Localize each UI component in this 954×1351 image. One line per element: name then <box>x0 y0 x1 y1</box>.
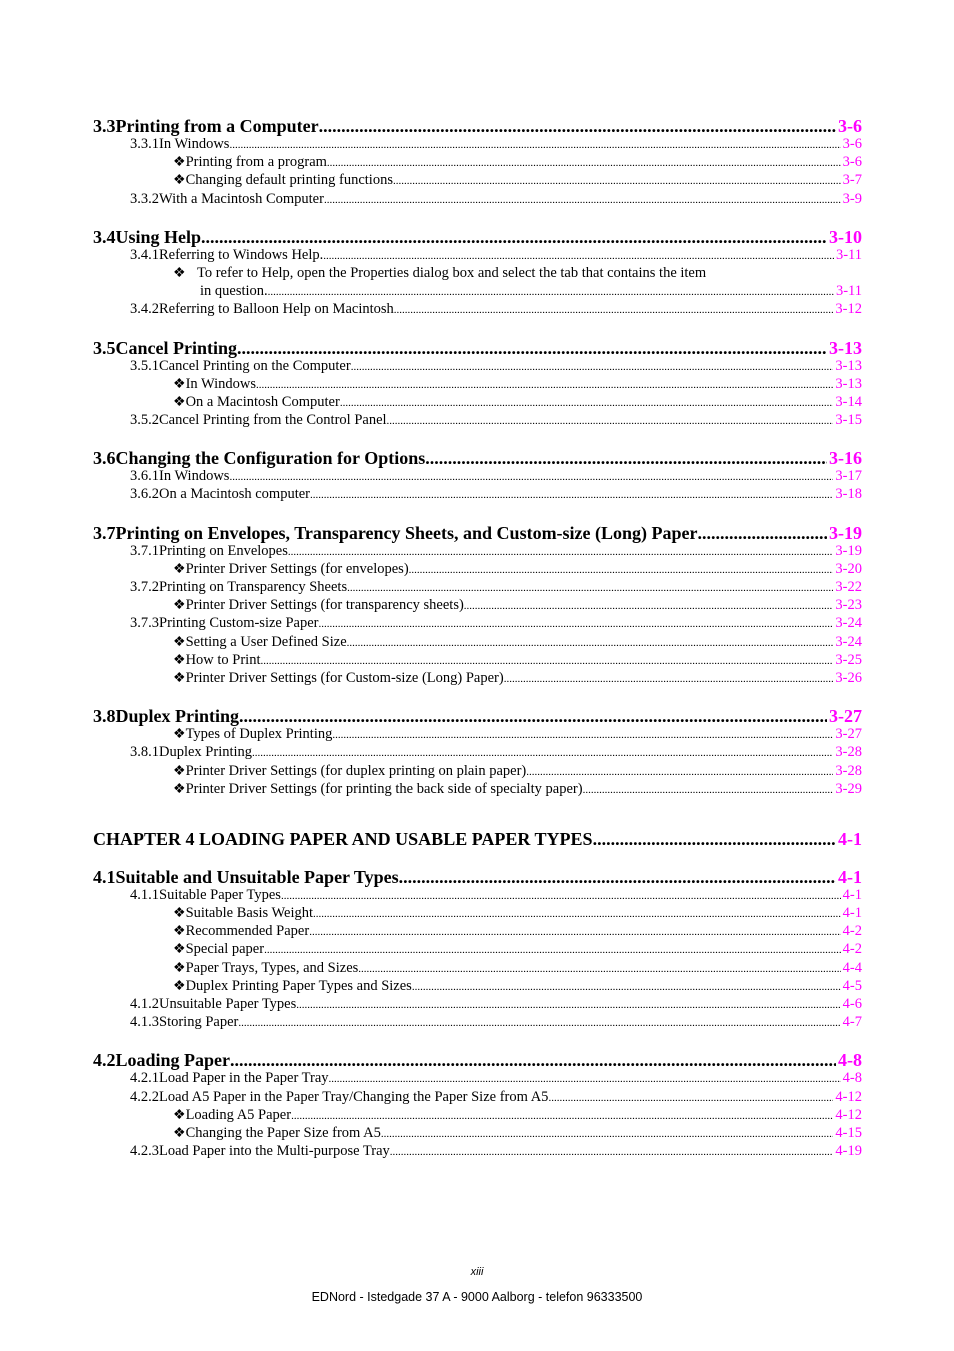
toc-label: Referring to Windows Help. <box>159 246 324 263</box>
toc-page-ref[interactable]: 4-2 <box>842 941 862 958</box>
toc-bullet-item[interactable] <box>93 283 862 301</box>
dot-leader <box>310 489 833 501</box>
toc-label: Recommended Paper <box>185 923 310 940</box>
toc-label: Using Help <box>115 226 202 247</box>
dot-leader <box>394 304 834 316</box>
diamond-bullet-icon: ❖ <box>173 394 186 410</box>
page-number: xiii <box>470 1266 484 1278</box>
toc-page-ref[interactable]: 3-12 <box>835 301 862 318</box>
toc-page-ref[interactable]: 4-12 <box>835 1088 862 1105</box>
toc-number: 4.2.2 <box>130 1088 159 1105</box>
toc-section[interactable] <box>93 448 862 468</box>
toc-label: Duplex Printing Paper Types and Sizes <box>185 977 412 994</box>
toc-bullet-item[interactable] <box>93 154 862 172</box>
toc-bullet-item[interactable] <box>93 561 862 579</box>
toc-page-ref[interactable]: 3-24 <box>835 633 862 650</box>
toc-label: Loading Paper <box>115 1050 231 1071</box>
toc-page-ref[interactable]: 4-1 <box>838 866 862 887</box>
toc-page-ref[interactable]: 3-10 <box>829 226 862 247</box>
toc-page-ref[interactable]: 3-9 <box>842 190 862 207</box>
toc-page-ref[interactable]: 3-20 <box>835 560 862 577</box>
toc-section[interactable] <box>93 338 862 358</box>
dot-leader <box>238 1017 840 1029</box>
toc-page-ref[interactable]: 4-19 <box>835 1143 862 1160</box>
toc-label: Printing Custom-size Paper <box>159 615 319 632</box>
toc-section[interactable] <box>93 227 862 247</box>
toc-page-ref[interactable]: 3-22 <box>835 579 862 595</box>
toc-bullet-item[interactable] <box>93 978 862 996</box>
toc-page-ref[interactable]: 4-6 <box>842 996 862 1012</box>
toc-page-ref[interactable]: 4-2 <box>842 923 862 940</box>
toc-label: Load Paper in the Paper Tray <box>159 1070 329 1087</box>
toc-label: In Windows <box>185 375 257 392</box>
toc-label: How to Print <box>185 651 261 668</box>
toc-bullet-item[interactable] <box>93 670 862 688</box>
dot-leader <box>239 706 827 727</box>
dot-leader <box>201 227 827 248</box>
dot-leader <box>319 116 836 137</box>
dot-leader <box>526 766 833 778</box>
toc-label: Suitable and Unsuitable Paper Types <box>115 866 399 887</box>
toc-label: Printing from a program <box>185 154 327 171</box>
toc-label: Printing on Envelopes <box>159 542 288 559</box>
toc-page-ref[interactable]: 4-1 <box>842 886 862 903</box>
diamond-bullet-icon: ❖ <box>173 906 186 922</box>
dot-leader <box>332 729 833 741</box>
toc-subsection[interactable] <box>93 1089 862 1107</box>
toc-subsection[interactable] <box>93 996 862 1014</box>
toc-subsection[interactable] <box>93 744 862 762</box>
toc-label: Cancel Printing <box>115 337 237 358</box>
diamond-bullet-icon: ❖ <box>173 652 186 668</box>
dot-leader <box>281 890 841 902</box>
dot-leader <box>324 194 841 206</box>
toc-subsection[interactable] <box>93 136 862 154</box>
toc-label: Storing Paper <box>159 1014 239 1031</box>
toc-subsection[interactable] <box>93 412 862 430</box>
dot-leader <box>313 908 841 920</box>
toc-page-ref[interactable]: 3-27 <box>835 726 862 743</box>
toc-number: 4.2 <box>93 1050 116 1071</box>
toc-label: Suitable Paper Types <box>159 886 281 903</box>
toc-bullet-item[interactable] <box>93 726 862 744</box>
toc-section[interactable] <box>93 116 862 136</box>
toc-number: 4.1.2 <box>130 996 159 1012</box>
toc-bullet-item[interactable] <box>93 960 862 978</box>
diamond-bullet-icon: ❖ <box>173 924 186 940</box>
toc-label: Setting a User Defined Size <box>185 633 347 650</box>
toc-number: 3.7 <box>93 522 116 543</box>
table-of-contents <box>93 116 862 1161</box>
toc-label: In Windows <box>159 136 230 152</box>
toc-page-ref[interactable]: 4-1 <box>842 905 862 922</box>
toc-label: Cancel Printing from the Control Panel <box>159 412 387 429</box>
toc-page-ref[interactable]: 4-12 <box>835 1106 862 1123</box>
toc-number: 3.4 <box>93 226 116 247</box>
dot-leader <box>229 471 833 483</box>
toc-label: Referring to Balloon Help on Macintosh <box>159 301 394 318</box>
dot-leader <box>358 963 840 975</box>
diamond-bullet-icon: ❖ <box>173 960 186 976</box>
dot-leader <box>425 448 827 469</box>
toc-bullet-item[interactable] <box>93 1125 862 1143</box>
toc-number: 3.5 <box>93 337 116 358</box>
toc-subsection[interactable] <box>93 247 862 265</box>
toc-label: Changing the Paper Size from A5 <box>185 1124 381 1141</box>
toc-page-ref[interactable]: 4-4 <box>842 959 862 976</box>
dot-leader <box>381 1128 834 1140</box>
toc-label: Duplex Printing <box>159 744 253 761</box>
toc-label: Special paper <box>185 941 265 958</box>
dot-leader <box>409 564 834 576</box>
dot-leader <box>252 747 833 759</box>
toc-label: CHAPTER 4 LOADING PAPER AND USABLE PAPER TYPES <box>93 828 593 849</box>
toc-page-ref[interactable]: 3-15 <box>835 412 862 429</box>
toc-number: 3.5.2 <box>130 412 159 429</box>
toc-subsection[interactable] <box>93 191 862 209</box>
dot-leader <box>548 1092 833 1104</box>
dot-leader <box>256 379 833 391</box>
dot-leader <box>351 361 834 373</box>
toc-bullet-item[interactable] <box>93 763 862 781</box>
toc-label: Load Paper into the Multi-purpose Tray <box>159 1143 390 1160</box>
toc-label: To refer to Help, open the Properties dialog box and select the tab that contains the item <box>197 264 707 281</box>
toc-bullet-item[interactable] <box>93 923 862 941</box>
toc-page-ref[interactable]: 3-11 <box>835 246 862 263</box>
dot-leader <box>583 784 834 796</box>
dot-leader <box>229 139 840 151</box>
dot-leader <box>309 926 840 938</box>
dot-leader <box>268 286 834 298</box>
toc-page-ref[interactable]: 3-25 <box>835 651 862 668</box>
toc-subsection[interactable] <box>93 543 862 561</box>
toc-label: Printer Driver Settings (for duplex printing on plain paper) <box>185 762 527 779</box>
toc-label: Printer Driver Settings (for printing the back side of specialty paper) <box>185 780 583 797</box>
toc-page-ref[interactable]: 4-15 <box>835 1124 862 1141</box>
toc-label: Printer Driver Settings (for transparency sheets) <box>185 597 464 614</box>
toc-bullet-item[interactable] <box>93 652 862 670</box>
toc-label: With a Macintosh Computer <box>159 190 324 207</box>
toc-number: 3.3.1 <box>130 136 159 152</box>
diamond-bullet-icon: ❖ <box>173 781 186 797</box>
diamond-bullet-icon: ❖ <box>173 561 186 577</box>
toc-subsection[interactable] <box>93 301 862 319</box>
toc-label: In Windows <box>159 468 230 485</box>
toc-subsection[interactable] <box>93 887 862 905</box>
dot-leader <box>504 673 834 685</box>
dot-leader <box>393 175 841 187</box>
toc-page-ref[interactable]: 3-29 <box>835 780 862 797</box>
toc-label: Printer Driver Settings (for Custom-size (Long) Paper) <box>185 669 504 686</box>
toc-page-ref[interactable]: 3-26 <box>835 669 862 686</box>
toc-number: 3.4.1 <box>130 246 159 263</box>
diamond-bullet-icon: ❖ <box>173 634 186 650</box>
diamond-bullet-icon: ❖ <box>173 670 186 686</box>
toc-subsection[interactable] <box>93 1014 862 1032</box>
toc-page-ref[interactable]: 3-6 <box>842 154 862 171</box>
toc-number: 3.3 <box>93 116 116 136</box>
toc-label: Changing default printing functions <box>185 172 393 189</box>
toc-label: Loading A5 Paper <box>185 1106 292 1123</box>
toc-page-ref[interactable]: 3-23 <box>835 597 862 614</box>
toc-number: 3.8.1 <box>130 744 159 761</box>
toc-number: 4.1.1 <box>130 886 159 903</box>
toc-bullet-item[interactable] <box>93 941 862 959</box>
toc-page-ref[interactable]: 3-7 <box>842 172 862 189</box>
toc-label: Types of Duplex Printing <box>185 726 333 743</box>
diamond-bullet-icon: ❖ <box>173 1107 186 1123</box>
toc-bullet-item[interactable] <box>93 634 862 652</box>
toc-page-ref[interactable]: 3-19 <box>829 522 862 543</box>
diamond-bullet-icon: ❖ <box>173 155 186 171</box>
toc-label: Suitable Basis Weight <box>185 905 314 922</box>
toc-page-ref[interactable]: 3-13 <box>835 357 862 374</box>
toc-page-ref[interactable]: 3-14 <box>835 393 862 410</box>
toc-page-ref[interactable]: 3-17 <box>835 468 862 485</box>
toc-page-ref[interactable]: 3-6 <box>838 116 862 136</box>
dot-leader <box>464 600 834 612</box>
toc-page-ref[interactable]: 3-13 <box>829 337 862 358</box>
toc-number: 3.7.3 <box>130 615 159 632</box>
toc-page-ref[interactable]: 3-11 <box>835 283 862 300</box>
dot-leader <box>323 250 834 262</box>
toc-subsection[interactable] <box>93 358 862 376</box>
dot-leader <box>319 618 834 630</box>
toc-page-ref[interactable]: 3-16 <box>829 448 862 469</box>
toc-section[interactable] <box>93 523 862 543</box>
toc-label: Printing on Transparency Sheets <box>159 579 348 595</box>
toc-subsection[interactable] <box>93 1143 862 1161</box>
toc-label: Printing from a Computer <box>115 116 319 136</box>
toc-number: 4.1.3 <box>130 1014 159 1031</box>
toc-label: Unsuitable Paper Types <box>159 996 297 1012</box>
toc-number: 3.8 <box>93 706 116 727</box>
toc-number: 3.7.2 <box>130 579 159 595</box>
toc-label: Duplex Printing <box>115 706 240 727</box>
toc-subsection[interactable] <box>93 615 862 633</box>
diamond-bullet-icon: ❖ <box>173 942 186 958</box>
dot-leader <box>291 1110 833 1122</box>
diamond-bullet-icon: ❖ <box>173 978 186 994</box>
toc-number: 3.6.1 <box>130 468 159 485</box>
toc-page-ref[interactable]: 4-8 <box>842 1070 862 1087</box>
diamond-bullet-icon: ❖ <box>173 727 186 743</box>
toc-label: Printer Driver Settings (for envelopes) <box>185 560 409 577</box>
toc-number: 3.5.1 <box>130 357 159 374</box>
toc-number: 3.4.2 <box>130 301 159 318</box>
toc-subsection[interactable] <box>93 468 862 486</box>
toc-page-ref[interactable]: 4-7 <box>842 1014 862 1031</box>
dot-leader <box>390 1146 834 1158</box>
dot-leader <box>264 944 841 956</box>
dot-leader <box>237 338 827 359</box>
toc-bullet-item[interactable] <box>93 1107 862 1125</box>
toc-label: On a Macintosh computer <box>159 486 311 503</box>
toc-page-ref[interactable]: 3-19 <box>835 542 862 559</box>
toc-chapter[interactable] <box>93 829 862 849</box>
toc-number: 4.2.1 <box>130 1070 159 1087</box>
diamond-bullet-icon: ❖ <box>173 173 186 189</box>
toc-bullet-item[interactable] <box>93 394 862 412</box>
footer-address: EDNord - Istedgade 37 A - 9000 Aalborg - telefon 96333500 <box>311 1290 643 1304</box>
toc-page-ref[interactable]: 3-27 <box>829 706 862 727</box>
toc-label: in question. <box>200 283 268 300</box>
diamond-bullet-icon: ❖ <box>173 265 186 281</box>
dot-leader <box>347 582 833 594</box>
toc-page-ref[interactable]: 3-13 <box>835 375 862 392</box>
toc-page-ref[interactable]: 3-6 <box>842 136 862 152</box>
toc-label: Paper Trays, Types, and Sizes <box>185 959 359 976</box>
toc-bullet-item[interactable] <box>93 376 862 394</box>
toc-label: Cancel Printing on the Computer <box>159 357 351 374</box>
toc-page-ref[interactable]: 4-1 <box>838 828 862 849</box>
toc-label: Load A5 Paper in the Paper Tray/Changing the Paper Size from A5 <box>159 1088 549 1105</box>
toc-bullet-item[interactable] <box>93 905 862 923</box>
diamond-bullet-icon: ❖ <box>173 763 186 779</box>
toc-page-ref[interactable]: 4-5 <box>842 977 862 994</box>
toc-label: Changing the Configuration for Options <box>115 448 426 469</box>
diamond-bullet-icon: ❖ <box>173 376 186 392</box>
toc-bullet-item[interactable] <box>93 781 862 799</box>
toc-page-ref[interactable]: 3-28 <box>835 762 862 779</box>
toc-page-ref[interactable]: 4-8 <box>838 1050 862 1071</box>
toc-subsection[interactable] <box>93 486 862 504</box>
toc-page-ref[interactable]: 3-18 <box>835 486 862 503</box>
toc-label: Printing on Envelopes, Transparency Sheets, and Custom-size (Long) Paper <box>115 522 698 543</box>
dot-leader <box>347 637 834 649</box>
dot-leader <box>296 999 840 1011</box>
toc-bullet-item[interactable] <box>93 172 862 190</box>
toc-section[interactable] <box>93 1050 862 1070</box>
diamond-bullet-icon: ❖ <box>173 598 186 614</box>
toc-number: 3.6.2 <box>130 486 159 503</box>
toc-label: On a Macintosh Computer <box>185 393 340 410</box>
toc-page-ref[interactable]: 3-28 <box>835 744 862 761</box>
toc-subsection[interactable] <box>93 1070 862 1088</box>
dot-leader <box>387 415 834 427</box>
dot-leader <box>327 157 841 169</box>
dot-leader <box>340 397 834 409</box>
dot-leader <box>288 546 834 558</box>
dot-leader <box>329 1073 841 1085</box>
toc-number: 3.7.1 <box>130 542 159 559</box>
dot-leader <box>412 981 841 993</box>
dot-leader <box>230 1050 836 1071</box>
toc-number: 4.1 <box>93 866 116 887</box>
toc-number: 4.2.3 <box>130 1143 159 1160</box>
diamond-bullet-icon: ❖ <box>173 1125 186 1141</box>
dot-leader <box>698 523 827 544</box>
dot-leader <box>399 867 836 888</box>
toc-bullet-item[interactable] <box>93 597 862 615</box>
dot-leader <box>593 829 836 850</box>
toc-section[interactable] <box>93 706 862 726</box>
toc-subsection[interactable] <box>93 579 862 597</box>
toc-section[interactable] <box>93 867 862 887</box>
toc-number: 3.3.2 <box>130 190 159 207</box>
toc-page-ref[interactable]: 3-24 <box>835 615 862 632</box>
toc-bullet-item[interactable] <box>93 265 862 283</box>
dot-leader <box>260 655 833 667</box>
toc-number: 3.6 <box>93 448 116 469</box>
